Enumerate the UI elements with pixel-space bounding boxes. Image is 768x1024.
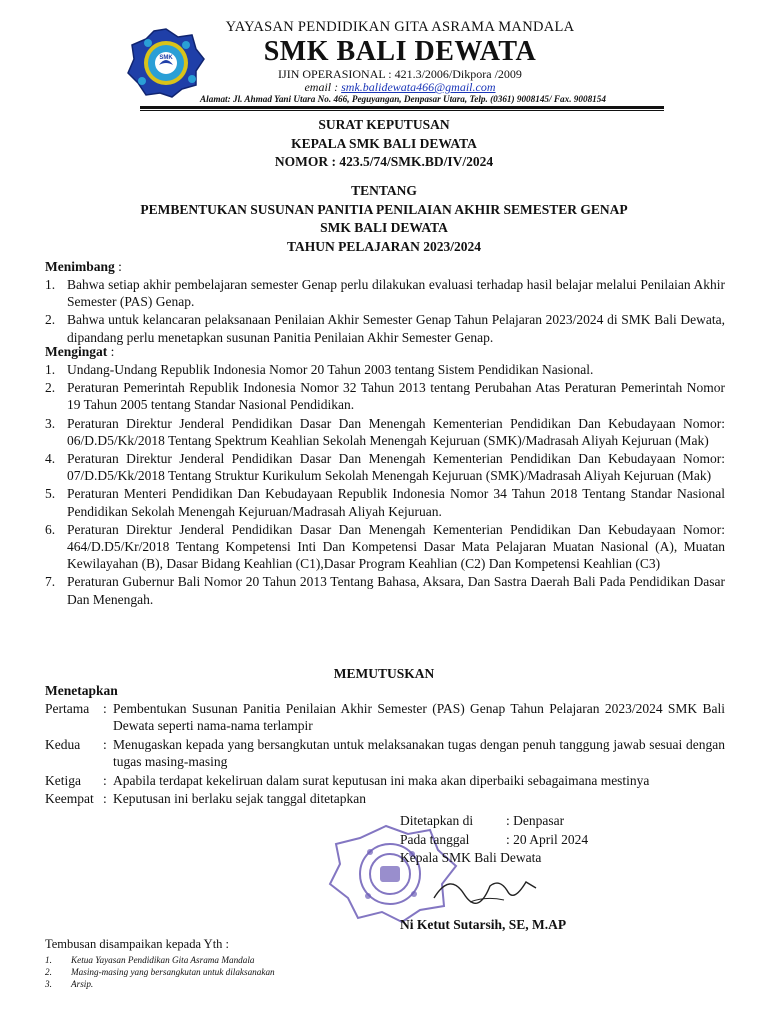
assign-label: Menetapkan xyxy=(45,683,118,698)
decision-key: Keempat xyxy=(45,791,94,807)
decree-title xyxy=(0,116,768,172)
sig-date-value: : 20 April 2024 xyxy=(506,831,589,847)
sig-date-label: Pada tanggal xyxy=(400,831,470,847)
list-item-text: Peraturan Direktur Jenderal Pendidikan Dasar Dan Menengah Kementerian Pendidikan Dan Kebudayaan Nomor: 06/D.D5/Kk/2018 Tentang Spektrum Keahlian Sekolah Menengah Kejuruan (SMK)/Madrasah Aliyah Kejuruan (Mak) xyxy=(67,415,725,448)
subject-line-1: PEMBENTUKAN SUSUNAN PANITIA PENILAIAN AKHIR SEMESTER GENAP xyxy=(140,201,628,217)
list-item-number: 2. xyxy=(45,312,56,328)
list-item xyxy=(45,311,725,345)
decision-colon: : xyxy=(103,701,107,716)
letterhead-divider-thick xyxy=(140,106,664,109)
list-item-text: Peraturan Menteri Pendidikan Dan Kebudayaan Republik Indonesia Nomor 34 Tahun 2018 Tentang Standar Nasional Pendidikan Sekolah Menengah Kejuruan/Madrasah Aliyah Kejuruan. xyxy=(67,486,725,519)
decision-colon: : xyxy=(103,736,107,752)
sig-place-row xyxy=(400,812,720,831)
list-item-number: 1. xyxy=(45,955,52,965)
decision-key: Ketiga xyxy=(45,772,81,788)
considering-heading xyxy=(45,259,122,275)
list-item xyxy=(45,415,725,449)
decision-row xyxy=(45,772,725,789)
school-name: SMK BALI DEWATA xyxy=(263,36,537,67)
list-item-number: 1. xyxy=(45,362,56,377)
recalling-list xyxy=(45,361,725,609)
list-item xyxy=(45,276,725,310)
svg-text:SMK: SMK xyxy=(159,55,173,61)
list-item-number: 3. xyxy=(45,979,52,989)
list-item-number: 2. xyxy=(45,380,56,396)
copies-list xyxy=(45,954,275,990)
list-item-text: Arsip. xyxy=(71,979,94,989)
list-item-text: Peraturan Gubernur Bali Nomor 20 Tahun 2013 Tentang Bahasa, Aksara, Dan Sastra Daerah Bali Pada Pendidikan Dasar Dan Menengah. xyxy=(67,574,725,607)
email-link[interactable]: smk.balidewata466@gmail.com xyxy=(341,80,496,94)
operational-permit: IJIN OPERASIONAL : 421.3/2006/Dikpora /2009 xyxy=(278,67,522,81)
sig-date-row xyxy=(400,831,720,850)
email-label: email : xyxy=(304,80,339,94)
school-address: Alamat: Jl. Ahmad Yani Utara No. 466, Peguyangan, Denpasar Utara, Telp. (0361) 9008145/ Fax. 9008154 xyxy=(200,94,606,104)
foundation-name: YAYASAN PENDIDIKAN GITA ASRAMA MANDALA xyxy=(225,19,575,35)
decision-row xyxy=(45,790,725,807)
list-item-number: 7. xyxy=(45,574,56,590)
recalling-label: Mengingat xyxy=(45,344,108,359)
considering-list xyxy=(45,276,725,347)
list-item xyxy=(45,966,275,978)
decision-row xyxy=(45,736,725,771)
list-item xyxy=(45,573,725,607)
decree-issuer: KEPALA SMK BALI DEWATA xyxy=(291,135,477,151)
decree-type: SURAT KEPUTUSAN xyxy=(318,117,450,132)
list-item xyxy=(45,485,725,519)
decision-text: Menugaskan kepada yang bersangkutan untuk melaksanakan tugas dengan penuh tanggung jawab sesuai dengan tugas masing-masing xyxy=(113,736,725,770)
decision-key: Kedua xyxy=(45,736,81,752)
list-item-text: Peraturan Pemerintah Republik Indonesia Nomor 32 Tahun 2013 tentang Perubahan Atas Peraturan Pemerintah Nomor 19 Tahun 2005 tentang Standar Nasional Pendidikan. xyxy=(67,380,725,413)
decision-heading: MEMUTUSKAN xyxy=(333,666,435,681)
list-item-number: 4. xyxy=(45,451,56,467)
list-item-text: Peraturan Direktur Jenderal Pendidikan Dasar Dan Menengah Kementerian Pendidikan Dan Kebudayaan Nomor: 464/D.D5/Kr/2018 Tentang Kompetensi Inti Dan Kompetensi Dasar Mata Pelajaran Muatan Nasional (A), Muatan Kewilayahan (B), Dasar Bidang Keahlian (C1),Dasar Program Keahlian (C2) Dan Kompetensi Keahlian (C3) xyxy=(67,521,725,572)
decision-row xyxy=(45,700,725,735)
decision-text: Keputusan ini berlaku sejak tanggal ditetapkan xyxy=(113,791,367,807)
list-item-number: 6. xyxy=(45,521,56,537)
list-item-number: 5. xyxy=(45,486,56,502)
subject-line-2: SMK BALI DEWATA xyxy=(320,220,448,235)
list-item xyxy=(45,361,725,378)
list-item xyxy=(45,521,725,573)
decision-text: Pembentukan Susunan Panitia Penilaian Akhir Semester (PAS) Genap Tahun Pelajaran 2023/2024 SMK Bali Dewata seperti nama-nama terlampir xyxy=(113,701,725,734)
decision-text: Apabila terdapat kekeliruan dalam surat keputusan ini maka akan diperbaiki sebagaimana mestinya xyxy=(113,772,650,788)
sig-place-value: : Denpasar xyxy=(506,813,565,828)
copies-heading: Tembusan disampaikan kepada Yth : xyxy=(45,937,230,951)
list-item-text: Ketua Yayasan Pendidikan Gita Asrama Mandala xyxy=(71,955,255,965)
list-item xyxy=(45,978,275,990)
signature-block xyxy=(400,812,720,868)
decision-key: Pertama xyxy=(45,701,90,716)
signer-name: Ni Ketut Sutarsih, SE, M.AP xyxy=(400,917,567,932)
list-item-text: Peraturan Direktur Jenderal Pendidikan Dasar Dan Menengah Kementerian Pendidikan Dan Kebudayaan Nomor: 07/D.D5/Kk/2018 Tentang Struktur Kurikulum Sekolah Menengah Kejuruan (SMK)/Madrasah Aliyah Kejuruan (Mak) xyxy=(67,451,725,484)
list-item-number: 2. xyxy=(45,967,52,977)
signature-scribble-icon xyxy=(430,868,540,908)
list-item-number: 3. xyxy=(45,415,56,431)
list-item-number: 1. xyxy=(45,277,56,292)
considering-label: Menimbang xyxy=(45,259,115,274)
considering-colon: : xyxy=(114,259,122,274)
list-item xyxy=(45,379,725,413)
decision-list xyxy=(45,700,725,808)
list-item-text: Undang-Undang Republik Indonesia Nomor 20 Tahun 2003 tentang Sistem Pendidikan Nasional. xyxy=(67,362,594,377)
letterhead xyxy=(0,0,768,112)
recalling-heading xyxy=(45,344,114,360)
decree-subject xyxy=(0,182,768,256)
sig-position: Kepala SMK Bali Dewata xyxy=(400,850,542,865)
subject-about: TENTANG xyxy=(351,183,417,198)
decision-colon: : xyxy=(103,772,107,788)
subject-line-3: TAHUN PELAJARAN 2023/2024 xyxy=(286,238,481,254)
letterhead-divider-thin xyxy=(140,110,664,111)
list-item-text: Masing-masing yang bersangkutan untuk dilaksanakan xyxy=(71,967,275,977)
list-item-text: Bahwa untuk kelancaran pelaksanaan Penilaian Akhir Semester Genap Tahun Pelajaran 2023/2024 di SMK Bali Dewata, dipandang perlu menetapkan susunan Panitia Penilaian Akhir Semester Genap. xyxy=(67,312,725,345)
list-item-text: Bahwa setiap akhir pembelajaran semester Genap perlu dilakukan evaluasi terhadap hasil belajar melalui Penilaian Akhir Semester (PAS) Genap. xyxy=(67,277,725,310)
school-logo-icon xyxy=(126,27,206,99)
email-row xyxy=(200,80,600,95)
decree-number: NOMOR : 423.5/74/SMK.BD/IV/2024 xyxy=(274,154,494,169)
list-item xyxy=(45,954,275,966)
decision-colon: : xyxy=(103,791,107,807)
recalling-colon: : xyxy=(107,344,115,359)
list-item xyxy=(45,450,725,484)
sig-place-label: Ditetapkan di xyxy=(400,813,474,828)
